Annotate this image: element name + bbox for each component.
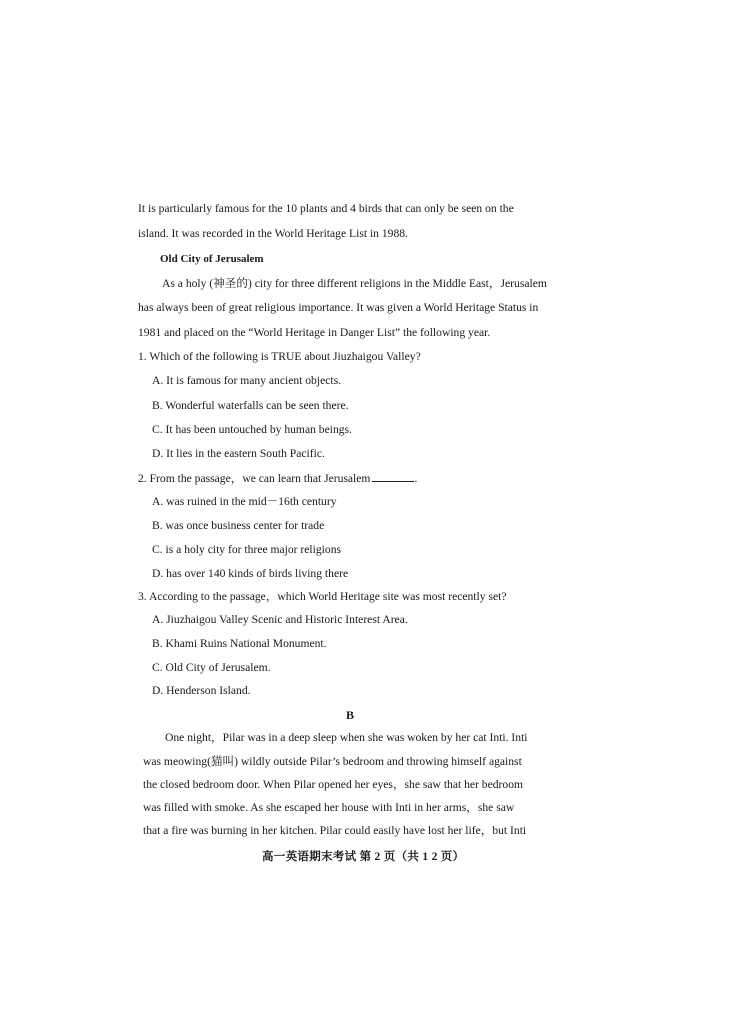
question-stem: 3. According to the passage，which World Heritage site was most recently set? bbox=[138, 590, 507, 603]
question-stem: 2. From the passage，we can learn that Jerusalem bbox=[138, 472, 371, 485]
question-option: B. was once business center for trade bbox=[152, 519, 325, 532]
question-option: C. It has been untouched by human beings. bbox=[152, 423, 352, 436]
passage-line: was meowing(猫叫) wildly outside Pilar’s bedroom and throwing himself against bbox=[143, 755, 522, 768]
question-option: C. Old City of Jerusalem. bbox=[152, 661, 271, 674]
answer-blank bbox=[372, 471, 414, 482]
question-option: A. was ruined in the mid－16th century bbox=[152, 495, 337, 508]
question-option: D. Henderson Island. bbox=[152, 684, 251, 697]
question-option: A. It is famous for many ancient objects. bbox=[152, 374, 341, 387]
passage-line: the closed bedroom door. When Pilar opened her eyes，she saw that her bedroom bbox=[143, 778, 524, 791]
passage-line: It is particularly famous for the 10 plants and 4 birds that can only be seen on the bbox=[138, 202, 514, 215]
question-stem-end: . bbox=[414, 472, 418, 485]
passage-line: As a holy (神圣的) city for three different religions in the Middle East，Jerusalem bbox=[162, 277, 547, 290]
question-stem: 1. Which of the following is TRUE about Jiuzhaigou Valley? bbox=[138, 350, 421, 363]
question-option: C. is a holy city for three major religions bbox=[152, 543, 341, 556]
section-label: B bbox=[345, 708, 354, 722]
passage-line: was filled with smoke. As she escaped her house with Inti in her arms，she saw bbox=[143, 801, 515, 814]
question-option: D. It lies in the eastern South Pacific. bbox=[152, 447, 325, 460]
passage-line: that a fire was burning in her kitchen. Pilar could easily have lost her life，but Inti bbox=[143, 824, 527, 837]
passage-line: One night，Pilar was in a deep sleep when she was woken by her cat Inti. Inti bbox=[165, 731, 528, 744]
question-option: B. Khami Ruins National Monument. bbox=[152, 637, 327, 650]
question-stem-row bbox=[138, 471, 417, 486]
page-footer: 高一英语期末考试 第 2 页（共 1 2 页） bbox=[262, 851, 465, 863]
passage-line: 1981 and placed on the “World Heritage in Danger List” the following year. bbox=[138, 326, 491, 339]
passage-line: has always been of great religious importance. It was given a World Heritage Status in bbox=[138, 301, 539, 314]
question-option: B. Wonderful waterfalls can be seen there. bbox=[152, 399, 349, 412]
question-option: A. Jiuzhaigou Valley Scenic and Historic Interest Area. bbox=[152, 613, 408, 626]
section-heading: Old City of Jerusalem bbox=[160, 253, 264, 265]
question-option: D. has over 140 kinds of birds living there bbox=[152, 567, 349, 580]
passage-line: island. It was recorded in the World Heritage List in 1988. bbox=[138, 227, 408, 240]
